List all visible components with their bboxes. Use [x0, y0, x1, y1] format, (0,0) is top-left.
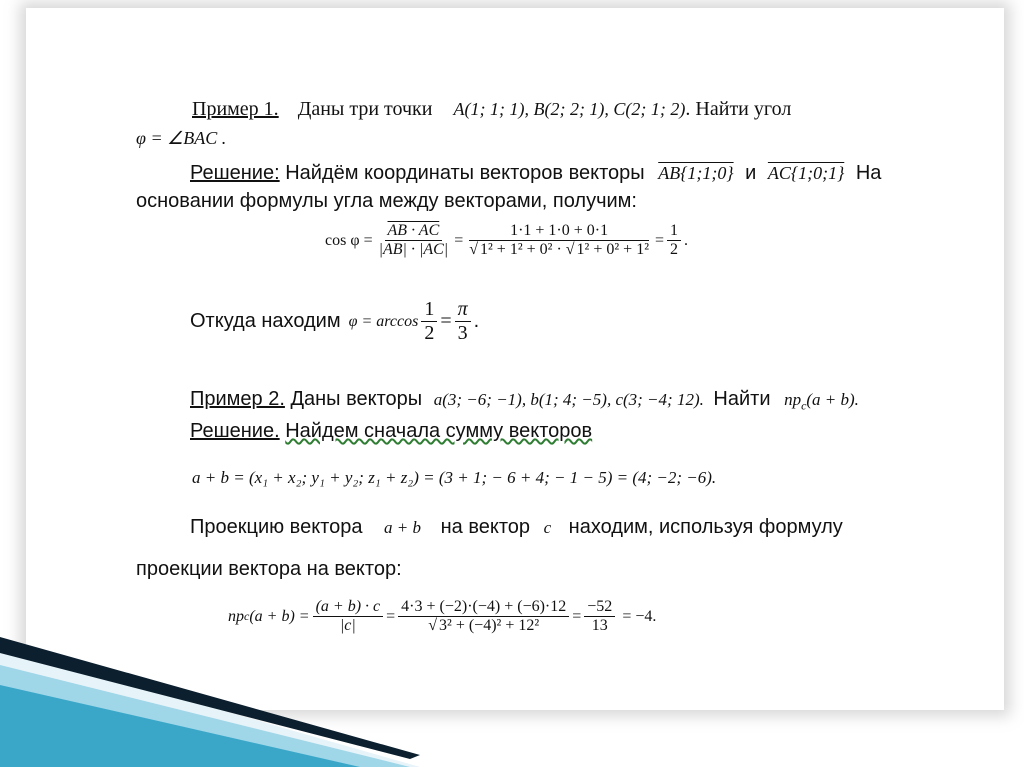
pi-fraction: [455, 298, 471, 345]
proj-text-e: проекции вектора на вектор:: [136, 558, 402, 580]
mid-numerator: 1·1 + 1·0 + 0·1: [507, 222, 611, 241]
proj-text-b: на вектор: [440, 516, 530, 538]
example1-solution-text: Найдём координаты векторов векторы: [285, 162, 645, 184]
vector-ac: AC{1;0;1}: [767, 163, 845, 183]
final-den-3: 13: [591, 617, 608, 635]
mid-den-sqrt-a: √ 1² + 1² + 0²: [469, 240, 552, 258]
proj-text-c: c: [543, 518, 552, 537]
equals-5: =: [572, 607, 582, 625]
decorative-stripes: [0, 637, 420, 767]
proj-arg: (a + b).: [806, 390, 859, 409]
equals-3: =: [440, 310, 452, 332]
pi-num: π: [455, 298, 471, 322]
example2-solution-line: [190, 420, 592, 443]
example2-vectors: a(3; −6; −1), b(1; 4; −5), c(3; −4; 12).: [433, 390, 704, 409]
proj-text-d: находим, используя формулу: [568, 516, 843, 538]
final-den-2: √ 3² + (−4)² + 12²: [428, 616, 539, 634]
final-formula: [228, 598, 656, 636]
mid-denominator: √ 1² + 1² + 0² · √ 1² + 0² + 1²: [466, 241, 652, 259]
final-fraction-3: [584, 598, 615, 636]
cos-formula: [325, 222, 688, 260]
cos-numerator: AB · AC: [385, 222, 443, 241]
final-arg: (a + b) =: [249, 607, 310, 625]
equals-1: =: [454, 231, 464, 249]
example2-solution-label: Решение.: [190, 420, 280, 442]
final-lhs: np: [228, 607, 244, 625]
example1-solution-label: Решение:: [190, 162, 280, 184]
example2-title: Пример 2.: [190, 388, 285, 410]
example1-points: A(1; 1; 1), B(2; 2; 1), C(2; 1; 2): [453, 99, 686, 119]
proj-label: np: [784, 390, 802, 409]
example2-find: Найти: [713, 388, 771, 410]
mid-den-sqrt-b: √ 1² + 0² + 1²: [566, 240, 649, 258]
example1-line1: [192, 98, 791, 121]
example2-text1: Даны векторы: [290, 388, 423, 410]
vector-ab: AB{1;1;0}: [658, 163, 734, 183]
cos-denominator: |AB| · |AC|: [378, 241, 449, 259]
final-fraction-1: [313, 598, 384, 636]
arccos-fraction: [421, 298, 437, 345]
half-denominator: 2: [670, 241, 679, 259]
equals-4: =: [386, 607, 396, 625]
otkuda-line: [190, 298, 479, 345]
period-1: .: [684, 231, 689, 249]
phi-result: φ = arccos: [348, 312, 419, 330]
example2-line1: [190, 388, 859, 413]
mid-fraction: [466, 222, 652, 260]
final-sub: c: [244, 609, 250, 624]
proj-text-line: [190, 516, 843, 539]
example1-and: и: [745, 162, 757, 184]
example1-title: Пример 1.: [192, 98, 279, 120]
period-2: .: [473, 310, 480, 332]
final-den-2-wrap: [425, 617, 542, 635]
example1-line3: основании формулы угла между векторами, получим:: [136, 190, 637, 212]
proj-text-ab: a + b: [384, 518, 422, 537]
final-num-1: (a + b) · c: [313, 598, 384, 617]
pi-den: 3: [457, 322, 468, 344]
half-numerator: 1: [667, 222, 681, 241]
final-num-2: 4·3 + (−2)·(−4) + (−6)·12: [398, 598, 569, 617]
final-result: = −4.: [622, 607, 657, 625]
proj-text-a: Проекцию вектора: [190, 516, 363, 538]
document-body: [120, 70, 900, 700]
example2-solution-text: Найдем сначала сумму векторов: [285, 420, 593, 442]
example2-proj: [784, 390, 859, 413]
half-fraction: [667, 222, 681, 260]
final-fraction-2: [398, 598, 569, 636]
example1-text2: . Найти угол: [685, 98, 792, 120]
example1-solution-line: [190, 162, 881, 185]
final-den-1: |c|: [339, 617, 356, 635]
proj-sub: c: [801, 398, 807, 413]
sum-line: a + b = (x₁ + x₂; y₁ + y₂; z₁ + z₂) = (3 + 1; − 6 + 4; − 1 − 5) = (4; −2; −6).: [192, 468, 717, 487]
equals-2: =: [654, 231, 665, 249]
example1-text1: Даны три точки: [297, 98, 433, 120]
otkuda-text: Откуда находим: [190, 310, 341, 332]
final-num-3: −52: [584, 598, 615, 617]
cos-fraction: [376, 222, 452, 260]
cos-lhs: cos φ =: [325, 231, 373, 249]
arccos-den: 2: [424, 322, 435, 344]
example1-phi: φ = ∠BAC .: [136, 128, 227, 148]
arccos-num: 1: [421, 298, 437, 322]
example1-na: На: [855, 162, 882, 184]
